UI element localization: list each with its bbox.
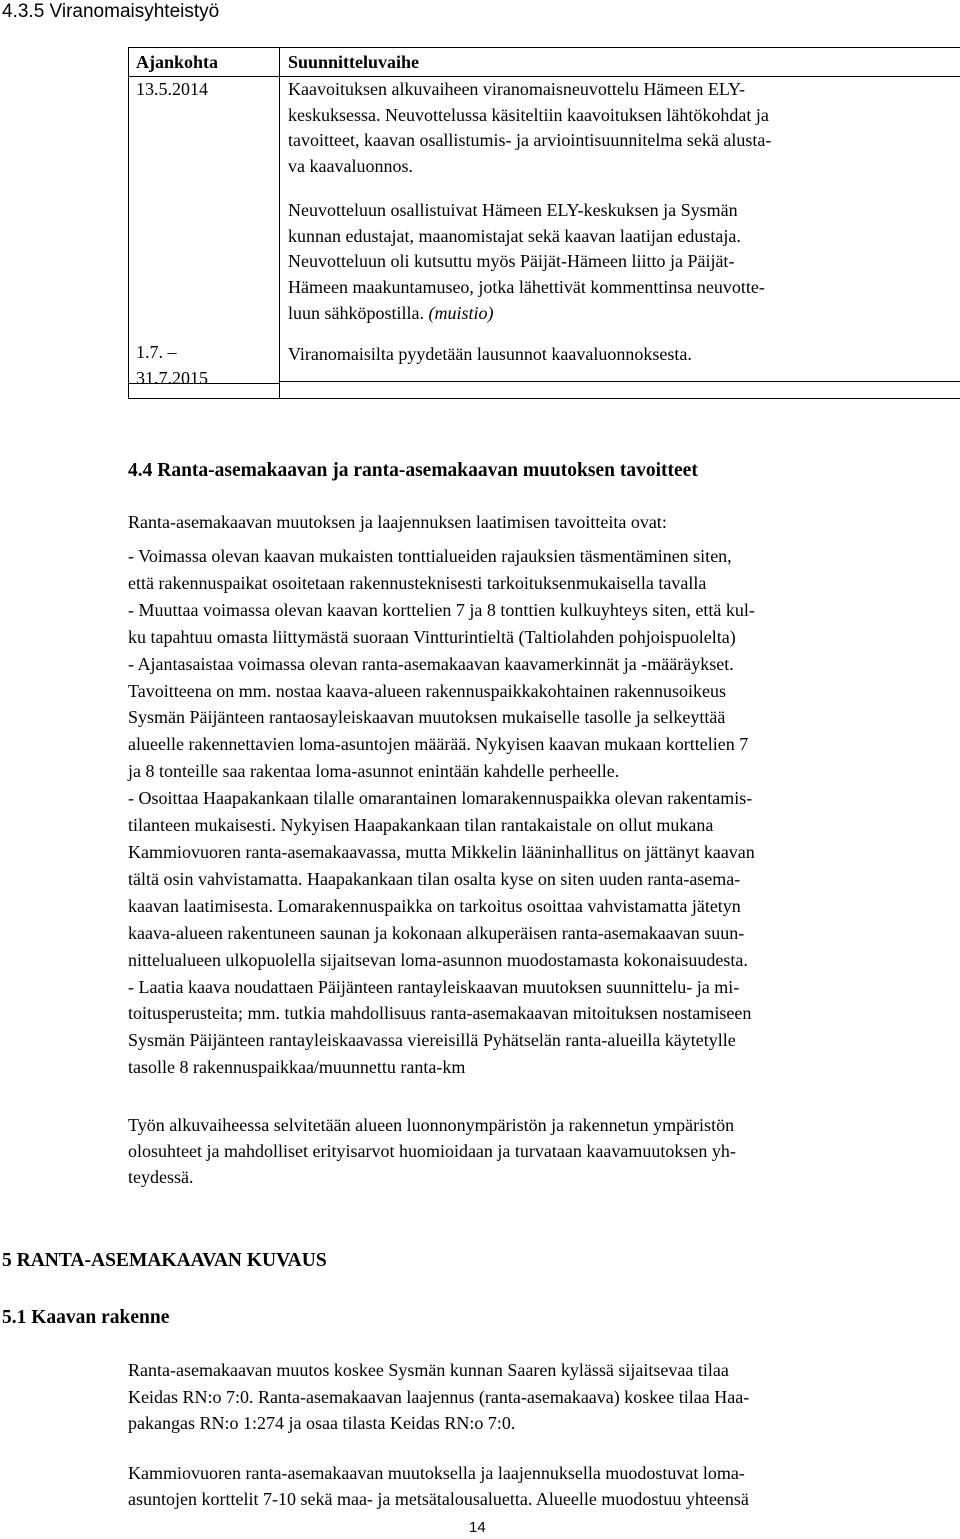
text-line: Tavoitteena on mm. nostaa kaava-alueen rakennuspaikkakohtainen rakennusoikeus (128, 680, 727, 701)
text-line: nittelualueen ulkopuolella sijaitsevan loma-asunnon muodostamasta kokonaisuudesta. (128, 949, 748, 970)
text-line: että rakennuspaikat osoitetaan rakennusteknisesti tarkoituksenmukaisella tavalla (128, 572, 707, 593)
text-line: Kammiovuoren ranta-asemakaavassa, mutta Mikkelin lääninhallitus on jättänyt kaavan (128, 841, 755, 862)
text-line (288, 301, 960, 327)
date-end: 31.7.2015 (136, 367, 208, 388)
table-row2-date (136, 340, 276, 391)
text-line: - Voimassa olevan kaavan mukaisten tonttialueiden rajauksien täsmentäminen siten, (128, 546, 732, 566)
section-title: 4.3.5 Viranomaisyhteistyö (2, 1, 220, 22)
section-44-closing (128, 1112, 958, 1190)
text-line: - Osoittaa Haapakankaan tilalle omarantainen lomarakennuspaikka olevan rakentamis- (128, 788, 753, 809)
text-line: Ranta-asemakaavan muutos koskee Sysmän kunnan Saaren kylässä sijaitsevaa tilaa (128, 1360, 729, 1380)
section-44-intro: Ranta-asemakaavan muutoksen ja laajennuksen laatimisen tavoitteita ovat: (128, 512, 667, 532)
text-line: Keidas RN:o 7:0. Ranta-asemakaavan laajennus (ranta-asemakaava) koskee tilaa Haa- (128, 1386, 750, 1407)
text-line: va kaavaluonnos. (288, 156, 413, 177)
table-row1-date: 13.5.2014 (136, 79, 208, 99)
text-line: tasolle 8 rakennuspaikkaa/muunnettu ranta-km (128, 1057, 466, 1078)
section-51-paragraph2 (128, 1460, 958, 1512)
text-line: kaava-alueen rakentuneen saunan ja kokonaan alkuperäisen ranta-asemakaavan suun- (128, 922, 745, 943)
page-number: 14 (469, 1519, 486, 1536)
table-row2-text: Viranomaisilta pyydetään lausunnot kaavaluonnoksesta. (288, 344, 692, 364)
text-line: pakangas RN:o 1:274 ja osaa tilasta Keidas RN:o 7:0. (128, 1413, 516, 1433)
section-5-heading: 5 RANTA-ASEMAKAAVAN KUVAUS (2, 1250, 327, 1271)
text-line: - Muuttaa voimassa olevan kaavan korttelien 7 ja 8 tonttien kulkuyhteys siten, että kul- (128, 599, 755, 620)
text-fragment: luun sähköpostilla. (288, 302, 429, 323)
text-line: tältä osin vahvistamatta. Haapakankaan tilan osalta kyse on siten uuden ranta-asema- (128, 868, 741, 889)
text-line: kaavan laatimisesta. Lomarakennuspaikka on tarkoitus osoittaa vahvistamatta jätetyn (128, 895, 741, 916)
text-line: tavoitteet, kaavan osallistumis- ja arviointisuunnitelma sekä alusta- (288, 130, 772, 151)
text-line: Neuvotteluun oli kutsuttu myös Päijät-Hämeen liitto ja Päijät- (288, 251, 735, 272)
text-line: ku tapahtuu omasta liittymästä suoraan Vintturintieltä (Taltiolahden pohjoispuolelta) (128, 626, 736, 647)
text-line: - Laatia kaava noudattaen Päijänteen rantayleiskaavan muutoksen suunnittelu- ja mi- (128, 976, 740, 997)
text-line: tilanteen mukaisesti. Nykyisen Haapakankaan tilan rantakaistale on ollut mukana (128, 815, 714, 836)
text-line: alueelle rakennettavien loma-asuntojen määrää. Nykyisen kaavan mukaan korttelien 7 (128, 734, 749, 755)
text-line: - Ajantasaistaa voimassa olevan ranta-asemakaavan kaavamerkinnät ja -määräykset. (128, 653, 734, 674)
text-line: teydessä. (128, 1167, 194, 1187)
text-line: olosuhteet ja mahdolliset erityisarvot huomioidaan ja turvataan kaavamuutoksen yh- (128, 1141, 736, 1161)
section-51-heading: 5.1 Kaavan rakenne (2, 1307, 170, 1328)
text-line: ja 8 tonteille saa rakentaa loma-asunnot enintään kahdelle perheelle. (128, 761, 620, 782)
text-line: asuntojen korttelit 7-10 sekä maa- ja metsätalousaluetta. Alueelle muodostuu yhteensä (128, 1489, 749, 1509)
text-line: Neuvotteluun osallistuivat Hämeen ELY-keskuksen ja Sysmän (288, 200, 738, 220)
section-51-paragraph1 (128, 1357, 958, 1437)
date-start: 1.7. – (136, 342, 177, 362)
text-line: Kaavoituksen alkuvaiheen viranomaisneuvottelu Hämeen ELY- (288, 79, 746, 99)
text-line: Sysmän Päijänteen rantayleiskaavassa viereisillä Pyhätselän ranta-alueilla käytetylle (128, 1030, 736, 1051)
text-line: Hämeen maakuntamuseo, jotka lähettivät kommenttinsa neuvotte- (288, 277, 765, 298)
text-line: keskuksessa. Neuvottelussa käsiteltiin kaavoituksen lähtökohdat ja (288, 104, 769, 125)
table-header-date: Ajankohta (136, 52, 219, 72)
table-row1-paragraph1 (288, 77, 960, 180)
table-header-phase: Suunnitteluvaihe (288, 52, 420, 72)
section-44-heading: 4.4 Ranta-asemakaavan ja ranta-asemakaavan muutoksen tavoitteet (128, 460, 698, 481)
authority-cooperation-table (128, 47, 960, 399)
text-line: Kammiovuoren ranta-asemakaavan muutoksella ja laajennuksella muodostuvat loma- (128, 1463, 745, 1483)
text-line: Sysmän Päijänteen rantaosayleiskaavan muutoksen mukaiselle tasolle ja selkeyttää (128, 707, 726, 728)
text-line: Työn alkuvaiheessa selvitetään alueen luonnonympäristön ja rakennetun ympäristön (128, 1115, 735, 1135)
text-line: toitusperusteita; mm. tutkia mahdollisuus ranta-asemakaavan mitoituksen nostamiseen (128, 1003, 752, 1024)
table-row1-paragraph2 (288, 198, 960, 327)
text-line: kunnan edustajat, maanomistajat sekä kaavan laatijan edustaja. (288, 225, 741, 246)
table-column-divider (279, 48, 280, 398)
table-row-divider-right (279, 381, 960, 382)
section-44-goals (128, 543, 958, 1081)
memo-note: (muistio) (428, 302, 494, 323)
